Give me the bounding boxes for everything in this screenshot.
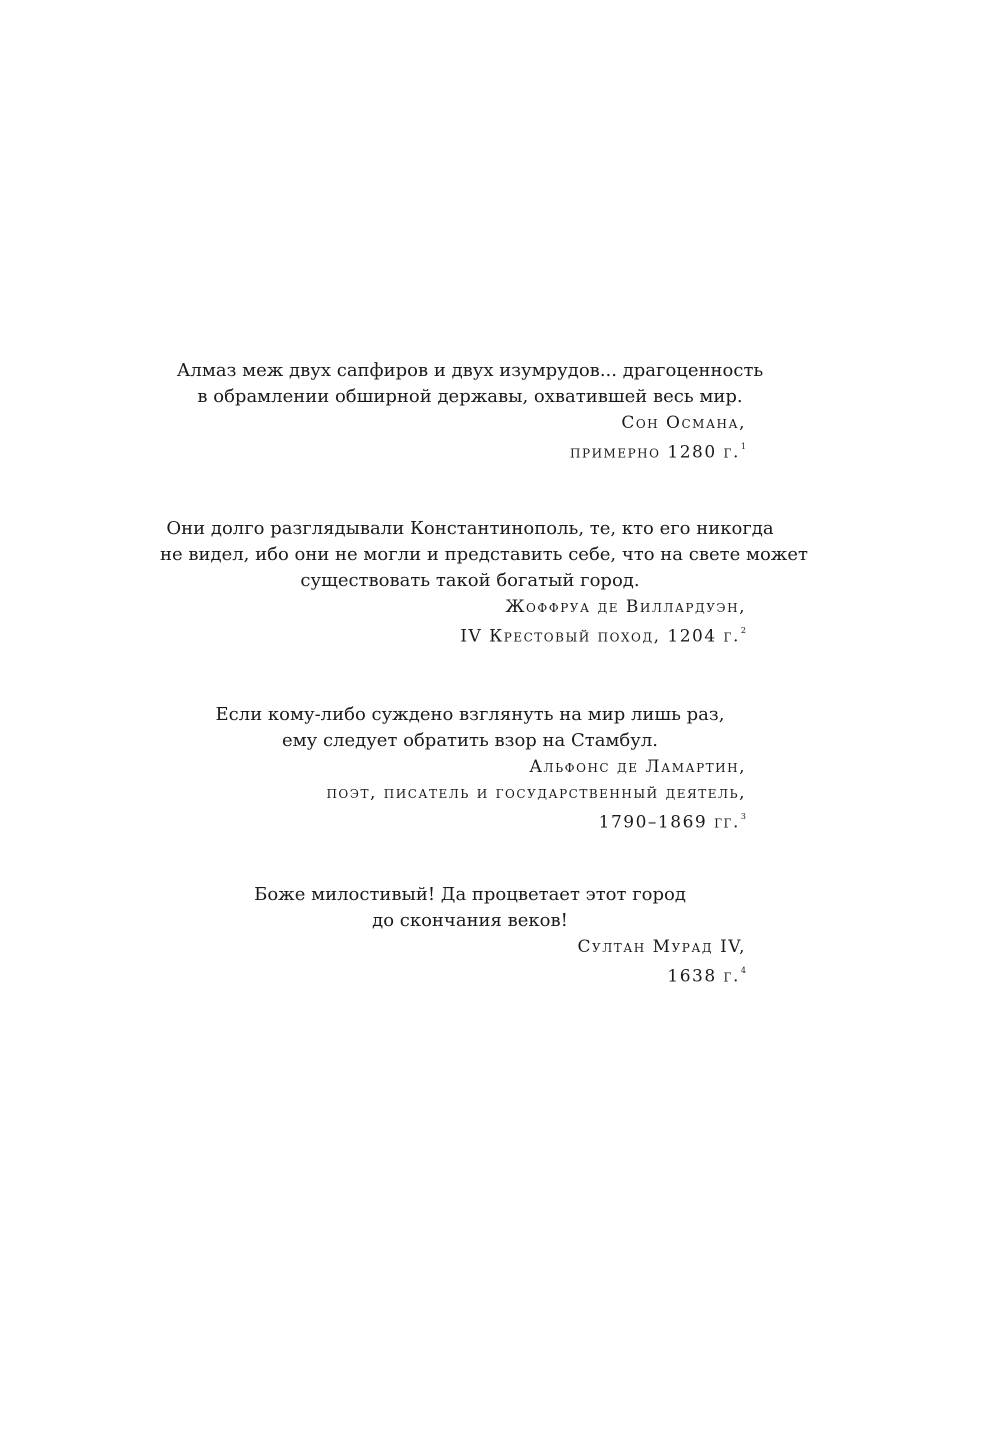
attribution-line [160,780,746,806]
quote-line: до скончания веков! [372,910,568,931]
attribution-line [160,754,746,780]
footnote-marker[interactable]: 1 [740,442,746,451]
attribution-line [160,410,746,436]
attribution-line [160,960,746,990]
epigraph-1 [160,358,780,466]
quote-line: Они долго разглядывали Константинополь, те, кто его никогда [166,518,774,539]
attribution-line [160,934,746,960]
attribution-text: поэт, писатель и государственный деятель, [326,783,746,803]
attribution-text: 1638 г. [667,966,740,987]
attribution-line [160,806,746,836]
quote-line: ему следует обратить взор на Стамбул. [281,730,659,751]
quote-line: Алмаз меж двух сапфиров и двух изумрудов... драгоценность [176,360,764,381]
quote-line: в обрамлении обширной державы, охватившей весь мир. [197,386,743,407]
epigraph-3 [160,702,780,836]
attribution-text: Жоффруа де Виллардуэн, [505,597,746,617]
epigraph-4 [160,882,780,990]
attribution-line [160,436,746,466]
attribution-text: Сон Османа, [621,413,746,433]
footnote-marker[interactable]: 2 [740,626,746,635]
footnote-marker[interactable]: 4 [740,966,746,975]
attribution-text: IV Крестовый поход, 1204 г. [460,626,740,647]
attribution-text: Султан Мурад IV, [577,937,746,957]
quote-line: Если кому-либо суждено взглянуть на мир лишь раз, [215,704,725,725]
quote-line: существовать такой богатый город. [300,570,640,591]
footnote-marker[interactable]: 3 [740,812,746,821]
attribution-text: Альфонс де Ламартин, [529,757,746,777]
attribution-line [160,620,746,650]
quote-line: не видел, ибо они не могли и представить себе, что на свете может [160,544,808,565]
epigraph-2 [160,516,808,650]
attribution-text: примерно 1280 г. [570,442,740,463]
quote-line: Боже милостивый! Да процветает этот город [254,884,686,905]
attribution-text: 1790–1869 гг. [598,812,740,833]
attribution-line [160,594,746,620]
